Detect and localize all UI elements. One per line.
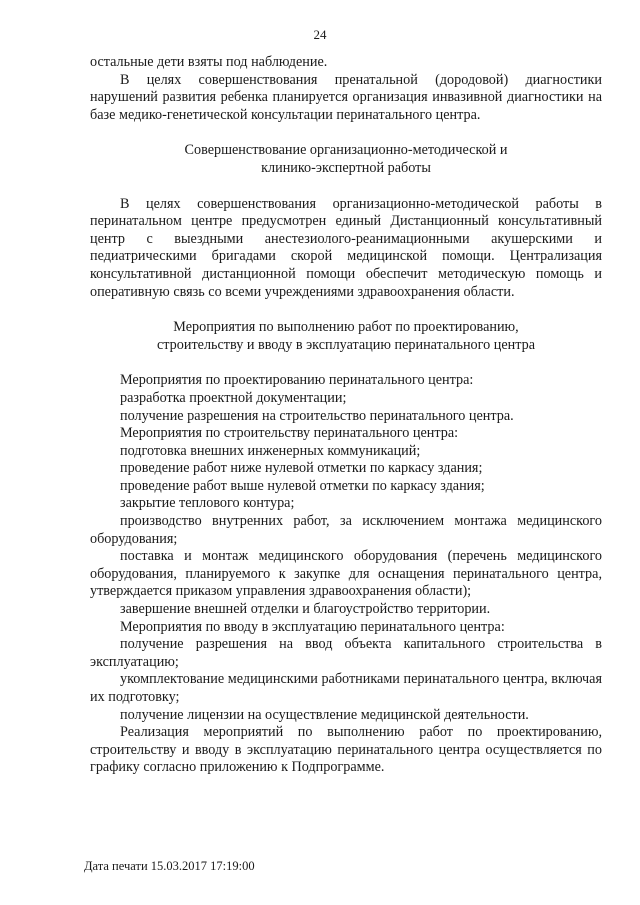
list-item: поставка и монтаж медицинского оборудования (перечень медицинского оборудования, планируемого к закупке для оснащения перинатального центра, утверждается приказом управления здравоохранения области); [90, 548, 602, 600]
paragraph-methodical-work: В целях совершенствования организационно-методической работы в перинатальном центре предусмотрен единый Дистанционный консультативный центр с выездными анестезиолого-реанимационными акушерскими и педиатрическими бригадами скорой медицинской помощи. Централизация консультативной дистанционной помощи обеспечит методическую помощь и оперативную связь со всеми учреждениями здравоохранения области. [90, 195, 602, 300]
section-heading-line: Мероприятия по выполнению работ по проектированию, [173, 319, 519, 336]
list-item: Мероприятия по строительству перинатального центра: [120, 425, 459, 442]
page-number: 24 [313, 27, 327, 42]
section-heading-line: строительству и вводу в эксплуатацию перинатального центра [157, 336, 535, 353]
list-item: производство внутренних работ, за исключением монтажа медицинского оборудования; [90, 513, 602, 547]
list-item: получение разрешения на строительство перинатального центра. [120, 407, 514, 424]
document-body [90, 54, 602, 777]
list-item: проведение работ ниже нулевой отметки по каркасу здания; [120, 460, 483, 477]
list-item: укомплектование медицинскими работниками перинатального центра, включая их подготовку; [90, 671, 602, 705]
print-date-footer: Дата печати 15.03.2017 17:19:00 [84, 859, 255, 873]
list-item: получение лицензии на осуществление медицинской деятельности. [120, 706, 529, 723]
paragraph-schedule: Реализация мероприятий по выполнению работ по проектированию, строительству и вводу в эксплуатацию перинатального центра осуществляется по графику согласно приложению к Подпрограмме. [90, 724, 602, 776]
section-heading-construction [90, 319, 602, 354]
list-item: разработка проектной документации; [120, 389, 347, 406]
list-item: проведение работ выше нулевой отметки по каркасу здания; [120, 477, 485, 494]
paragraph-prenatal-diagnostics: В целях совершенствования пренатальной (дородовой) диагностики нарушений развития ребенка планируется организация инвазивной диагностики на базе медико-генетической консультации перинатального центра. [90, 71, 602, 123]
list-item: подготовка внешних инженерных коммуникаций; [120, 442, 421, 459]
section-heading-line: клинико-экспертной работы [261, 159, 431, 176]
list-item: закрытие теплового контура; [120, 495, 295, 512]
list-item: получение разрешения на ввод объекта капитального строительства в эксплуатацию; [90, 636, 602, 670]
paragraph-continuation: остальные дети взяты под наблюдение. [90, 54, 328, 70]
list-item: Мероприятия по проектированию перинатального центра: [120, 372, 474, 389]
list-item: Мероприятия по вводу в эксплуатацию перинатального центра: [120, 618, 505, 635]
section-heading-line: Совершенствование организационно-методической и [184, 142, 508, 159]
list-item: завершение внешней отделки и благоустройство территории. [120, 601, 491, 618]
section-heading-methodical [90, 142, 602, 177]
